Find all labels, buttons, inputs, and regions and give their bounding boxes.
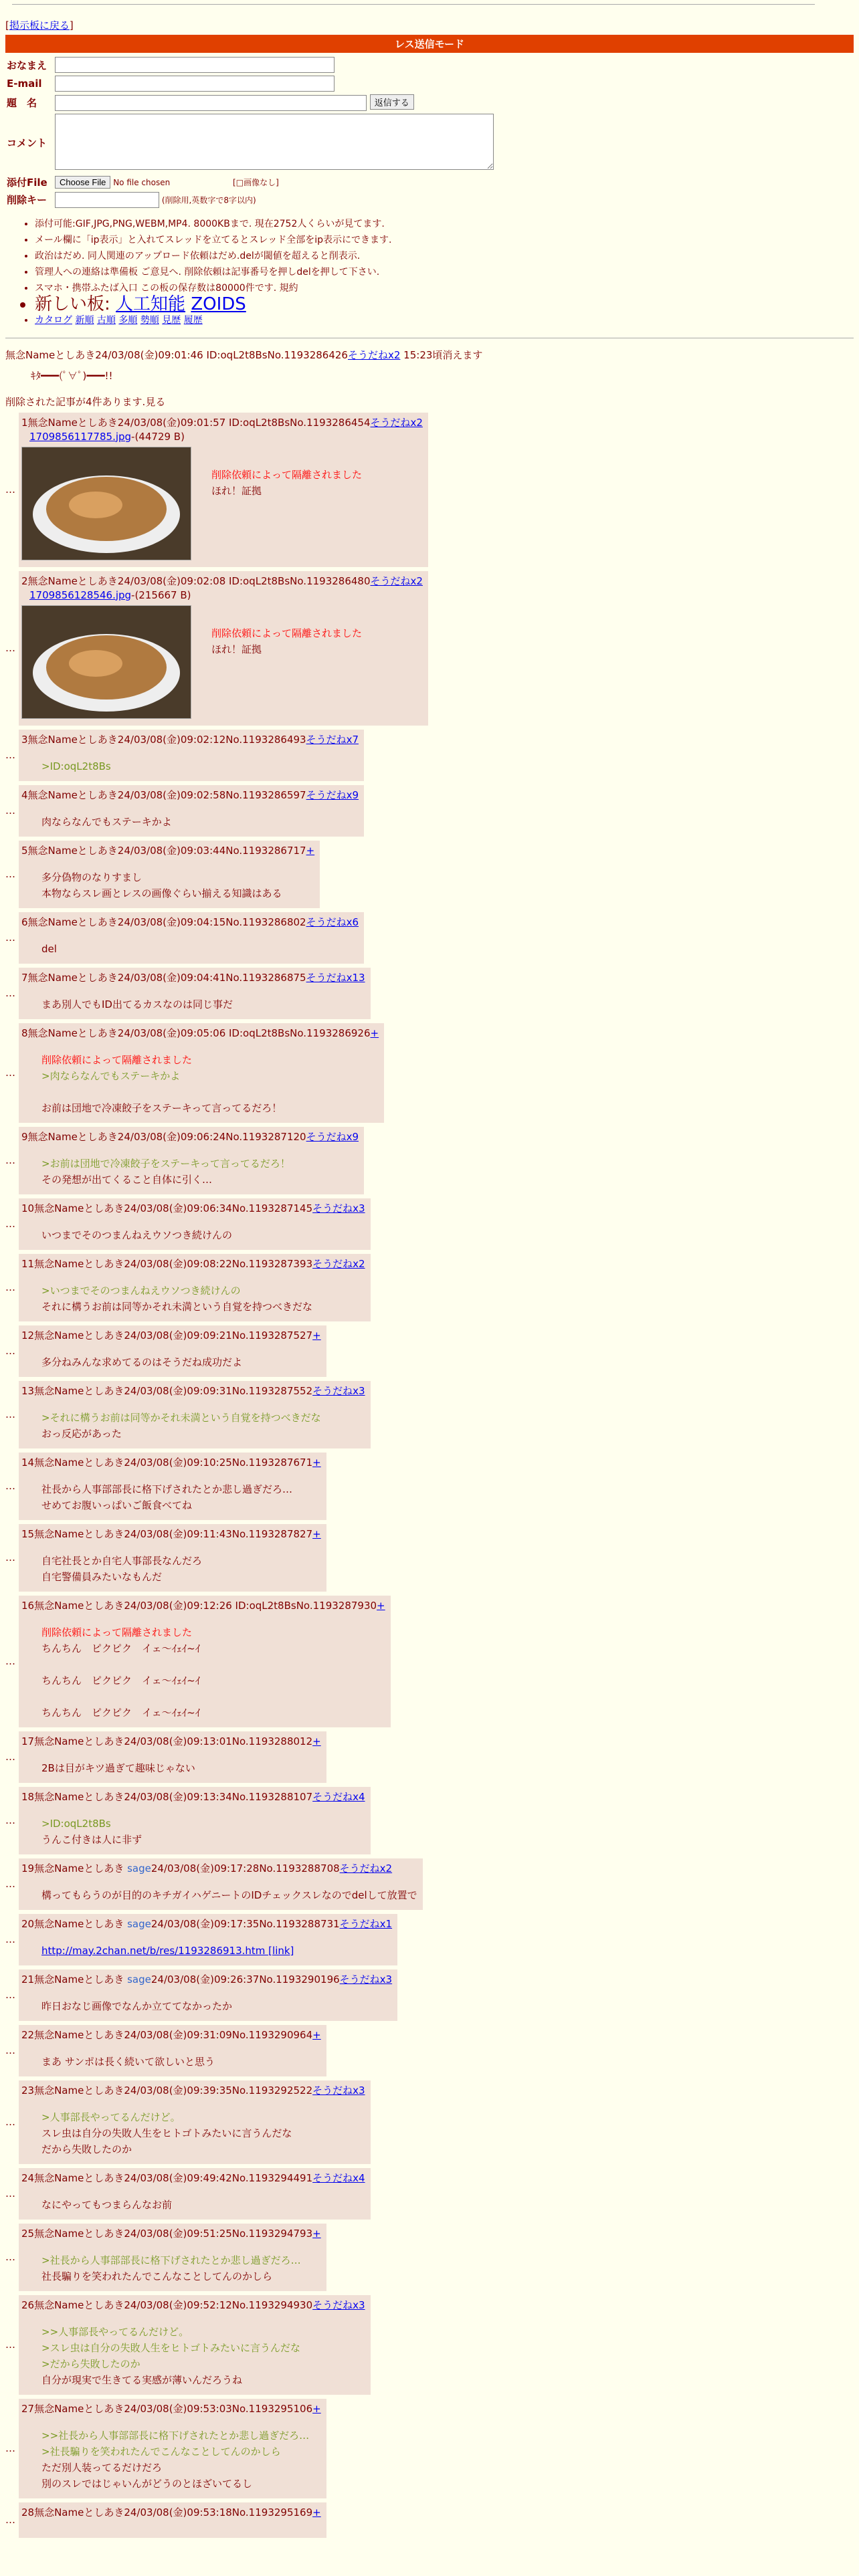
message-line: スレ虫は自分の失敗人生をヒトゴトみたいに言うんだな xyxy=(41,2127,292,2139)
sodane-link[interactable]: + xyxy=(312,1329,321,1341)
post-dots: … xyxy=(5,1933,15,1945)
sodane-link[interactable]: そうだねx4 xyxy=(312,2171,365,2184)
post-message xyxy=(41,1760,195,1776)
post xyxy=(5,413,854,567)
message-line: >それに構うお前は同等かそれ未満という自覚を持つべきだな xyxy=(41,1411,321,1424)
message-line: その発想が出てくること自体に引く… xyxy=(41,1173,213,1186)
back-link[interactable]: 掲示板に戻る xyxy=(9,19,70,31)
post-box xyxy=(19,785,364,837)
post xyxy=(5,1596,854,1727)
sodane-link[interactable]: そうだねx9 xyxy=(306,1130,359,1143)
message-line: いつまでそのつまんねえウソつき続けんの xyxy=(41,1228,233,1241)
message-line: 構ってもらうのが目的のキチガイハゲニートのIDチェックスレなのでdelして放置で xyxy=(41,1889,417,1901)
post-header: 12無念Nameとしあき24/03/08(金)09:09:21No.1193287527+ xyxy=(21,1329,321,1341)
name-input[interactable] xyxy=(55,57,335,73)
post-box xyxy=(19,1023,384,1123)
post-header: 24無念Nameとしあき24/03/08(金)09:49:42No.1193294491そうだねx4 xyxy=(21,2171,365,2184)
post-box xyxy=(19,2080,371,2164)
info-item: • メール欄に「ip表示」と入れてスレッドを立てるとスレッド全部をip表示にできます. xyxy=(35,232,854,248)
post-dots: … xyxy=(5,2442,15,2454)
post-message xyxy=(41,869,282,901)
post-message xyxy=(41,1052,282,1116)
post-thumbnail[interactable] xyxy=(21,447,191,560)
post-header: 9無念Nameとしあき24/03/08(金)09:06:24No.1193287120そうだねx9 xyxy=(21,1130,359,1143)
post-header: 14無念Nameとしあき24/03/08(金)09:10:25No.1193287671+ xyxy=(21,1456,321,1469)
post-box xyxy=(19,1524,326,1592)
message-line: >肉ならなんでもステーキかよ xyxy=(41,1069,181,1082)
post xyxy=(5,1453,854,1520)
post-dots: … xyxy=(5,1751,15,1763)
post-message xyxy=(41,1624,200,1721)
link-history[interactable]: 履歴 xyxy=(183,314,203,326)
message-line: >ID:oqL2t8Bs xyxy=(41,760,111,772)
post xyxy=(5,571,854,726)
post-header: 15無念Nameとしあき24/03/08(金)09:11:43No.1193287827+ xyxy=(21,1527,321,1540)
post-box xyxy=(19,1787,371,1854)
post-thumbnail[interactable] xyxy=(21,605,191,719)
message-line: うんこ付きは人に非ず xyxy=(41,1833,142,1846)
post-header: 13無念Nameとしあき24/03/08(金)09:09:31No.1193287552そうだねx3 xyxy=(21,1384,365,1397)
post-dots: … xyxy=(5,2116,15,2128)
sage-label: sage xyxy=(127,1973,151,1985)
sodane-link[interactable]: + xyxy=(306,844,315,857)
message-line: 自宅警備員みたいなもんだ xyxy=(41,1570,163,1583)
sodane-link[interactable]: そうだねx2 xyxy=(370,574,423,587)
file-link[interactable]: 1709856117785.jpg xyxy=(29,430,132,443)
delkey-label: 削除キー xyxy=(7,194,47,206)
message-line: 削除依頼によって隔離されました xyxy=(41,1626,193,1638)
post-header: 3無念Nameとしあき24/03/08(金)09:02:12No.1193286493そうだねx7 xyxy=(21,733,359,746)
post-dots: … xyxy=(5,484,15,496)
post-dots: … xyxy=(5,2044,15,2056)
message-line: >>社長から人事部部長に格下げされたとか悲し過ぎだろ… xyxy=(41,2429,310,2442)
choose-file-button[interactable]: Choose File xyxy=(55,176,110,189)
post-message xyxy=(41,1998,232,2014)
post xyxy=(5,2080,854,2164)
message-line: ほれ！証拠 xyxy=(211,484,262,497)
message-line xyxy=(41,1084,282,1100)
post-dots: … xyxy=(5,1345,15,1357)
post-header: 19無念Nameとしあき sage24/03/08(金)09:17:28No.1193288708そうだねx2 xyxy=(21,1862,393,1874)
message-line: 削除依頼によって隔離されました xyxy=(211,468,363,481)
message-line: ちんちん ピクピク イェ〜ｲｪｲ~ｲ xyxy=(41,1706,201,1719)
post xyxy=(5,1731,854,1783)
post-dots: … xyxy=(5,2514,15,2526)
post xyxy=(5,1127,854,1194)
post-dots: … xyxy=(5,1218,15,1230)
post-message xyxy=(41,1227,232,1243)
post-box xyxy=(19,2295,371,2395)
post-header: 23無念Nameとしあき24/03/08(金)09:39:35No.1193292522そうだねx3 xyxy=(21,2084,365,2097)
message-line xyxy=(41,1656,200,1673)
info-item: • 管理人への連絡は準備板 ご意見へ. 削除依頼は記事番号を押しdelを押して下さい. xyxy=(35,264,854,280)
info-item: • スマホ・携帯ふたば入口 この板の保存数は80000件です. 規約 xyxy=(35,280,854,296)
post-box xyxy=(19,2224,326,2291)
post-header: 5無念Nameとしあき24/03/08(金)09:03:44No.1193286717+ xyxy=(21,844,315,857)
message-line: それに構うお前は同等かそれ未満という自覚を持つべきだな xyxy=(41,1300,313,1313)
sodane-link[interactable]: そうだねx1 xyxy=(339,1917,393,1930)
message-line: 本物ならスレ画とレスの画像ぐらい揃える知識はある xyxy=(41,887,282,899)
post-dots: … xyxy=(5,1814,15,1826)
sodane-link[interactable]: + xyxy=(312,1527,321,1540)
post-message xyxy=(41,814,172,830)
post-box xyxy=(19,1254,371,1321)
link-viewed[interactable]: 見歴 xyxy=(162,314,181,326)
message-line: なにやってもつまらんなお前 xyxy=(41,2198,173,2211)
post-message xyxy=(41,996,233,1012)
post-header: 2無念Nameとしあき24/03/08(金)09:02:08 ID:oqL2t8BsNo.1193286480そうだねx2 xyxy=(21,574,423,587)
post-box xyxy=(19,1914,397,1965)
file-info: 1709856117785.jpg-(44729 B) xyxy=(29,430,185,443)
sodane-link[interactable]: そうだねx6 xyxy=(306,916,359,928)
post-dots: … xyxy=(5,1989,15,2001)
post-header: 17無念Nameとしあき24/03/08(金)09:13:01No.1193288012+ xyxy=(21,1735,321,1747)
message-line: >ID:oqL2t8Bs xyxy=(41,1817,111,1830)
message-line: 自分が現実で生きてる実感が薄いんだろうね xyxy=(41,2373,243,2386)
post-message xyxy=(41,2197,172,2213)
post-box xyxy=(19,2399,326,2498)
post xyxy=(5,2502,854,2538)
link-old[interactable]: 古順 xyxy=(96,314,116,326)
sodane-link[interactable]: そうだねx3 xyxy=(312,1202,365,1214)
op-body: ｷﾀ━━━(ﾟ∀ﾟ)━━━!! xyxy=(31,369,113,382)
sodane-link[interactable]: そうだねx2 xyxy=(339,1862,393,1874)
post-message xyxy=(41,1481,292,1513)
board-link-zoids[interactable]: ZOIDS xyxy=(191,294,246,314)
message-line: お前は団地で冷凍餃子をステーキって言ってるだろ！ xyxy=(41,1101,282,1114)
post xyxy=(5,2224,854,2291)
post-message xyxy=(41,1354,242,1370)
post-message xyxy=(41,941,57,957)
post xyxy=(5,912,854,964)
post xyxy=(5,1198,854,1250)
sodane-link[interactable]: そうだねx3 xyxy=(312,2298,365,2311)
message-line: 別のスレではじゃいんがどうのとほざいてるし xyxy=(41,2477,253,2490)
post-message xyxy=(41,1156,290,1188)
post-dots: … xyxy=(5,1655,15,1667)
post xyxy=(5,730,854,781)
post-box xyxy=(19,1596,391,1727)
post-message xyxy=(41,2252,301,2284)
board-link-ai[interactable]: 人工知能 xyxy=(116,294,186,314)
sodane-link[interactable]: そうだねx4 xyxy=(312,1790,365,1803)
post-box xyxy=(19,1127,364,1194)
post-header: 7無念Nameとしあき24/03/08(金)09:04:41No.1193286875そうだねx13 xyxy=(21,971,365,984)
post-box xyxy=(19,1325,326,1377)
post-box xyxy=(19,1858,423,1910)
message-line: ほれ！証拠 xyxy=(211,643,262,655)
post-dots: … xyxy=(5,1480,15,1492)
post-header: 11無念Nameとしあき24/03/08(金)09:08:22No.1193287393そうだねx2 xyxy=(21,1257,365,1270)
message-line: >いつまでそのつまんねえウソつき続けんの xyxy=(41,1284,241,1297)
message-line: >だから失敗したのか xyxy=(41,2357,140,2370)
post-dots: … xyxy=(5,2187,15,2199)
post-message xyxy=(41,2109,292,2157)
post xyxy=(5,968,854,1019)
message-line: まあ別人でもID出てるカスなのは同じ事だ xyxy=(41,998,233,1010)
post-box xyxy=(19,2168,371,2220)
post-message xyxy=(41,1283,312,1315)
post-box xyxy=(19,1198,371,1250)
sodane-link[interactable]: + xyxy=(312,2227,321,2240)
post-dots: … xyxy=(5,2251,15,2263)
link-new[interactable]: 新順 xyxy=(75,314,94,326)
email-label: E-mail xyxy=(7,78,42,90)
comment-textarea[interactable] xyxy=(55,114,494,170)
post-header: 10無念Nameとしあき24/03/08(金)09:06:34No.1193287145そうだねx3 xyxy=(21,1202,365,1214)
post-dots: … xyxy=(5,1878,15,1890)
sodane-link[interactable]: そうだねx2 xyxy=(370,416,423,429)
sodane-link[interactable]: + xyxy=(370,1027,379,1039)
post-dots: … xyxy=(5,868,15,880)
new-board: • 新しい板: 人工知能 ZOIDS xyxy=(35,296,854,312)
message-line: せめてお腹いっぱいご飯食べてね xyxy=(41,1499,193,1511)
message-line: 2Bは目がキツ過ぎて趣味じゃない xyxy=(41,1761,195,1774)
post xyxy=(5,1325,854,1377)
info-item: • 政治はだめ. 同人関連のアップロード依頼はだめ.delが閾値を超えると削表示. xyxy=(35,248,854,264)
sage-label: sage xyxy=(127,1917,151,1930)
sodane-link[interactable]: そうだねx3 xyxy=(312,1384,365,1397)
post-box xyxy=(19,2025,326,2076)
comment-label: コメント xyxy=(7,137,47,149)
sodane-link[interactable]: + xyxy=(312,2028,321,2041)
sodane-link[interactable]: そうだねx2 xyxy=(312,1257,365,1270)
post xyxy=(5,1969,854,2021)
reply-form xyxy=(5,56,495,209)
sodane-link[interactable]: + xyxy=(312,2506,321,2518)
post-box xyxy=(19,968,371,1019)
sodane-link[interactable]: + xyxy=(312,2402,321,2415)
post-header: 20無念Nameとしあき sage24/03/08(金)09:17:35No.1193288731そうだねx1 xyxy=(21,1917,393,1930)
deleted-note[interactable]: 削除された記事が4件あります.見る xyxy=(5,395,166,408)
post-box xyxy=(19,413,428,567)
subject-input[interactable] xyxy=(55,95,367,111)
message-line: >人事部長やってるんだけど。 xyxy=(41,2111,181,2123)
post xyxy=(5,2399,854,2498)
sodane-link[interactable]: + xyxy=(312,1735,321,1747)
post-header: 27無念Nameとしあき24/03/08(金)09:53:03No.1193295106+ xyxy=(21,2402,321,2415)
post-box xyxy=(19,1453,326,1520)
no-file-text: No file chosen xyxy=(113,177,171,187)
post xyxy=(5,1914,854,1965)
post-box xyxy=(19,730,364,781)
message-line: del xyxy=(41,942,57,955)
link-catalog[interactable]: カタログ xyxy=(35,314,72,326)
message-line: 多分ねみんな求めてるのはそうだね成功だよ xyxy=(41,1356,243,1368)
post-dots: … xyxy=(5,987,15,999)
info-list xyxy=(5,216,854,328)
message-line: おっ反応があった xyxy=(41,1427,122,1440)
post xyxy=(5,2025,854,2076)
post xyxy=(5,841,854,908)
post xyxy=(5,1023,854,1123)
sage-label: sage xyxy=(127,1862,151,1874)
sodane-link[interactable]: そうだねx13 xyxy=(306,971,365,984)
post-list xyxy=(5,413,854,2538)
top-rule xyxy=(12,4,815,5)
mode-banner: レス送信モード xyxy=(5,35,854,53)
post-header: 25無念Nameとしあき24/03/08(金)09:51:25No.1193294793+ xyxy=(21,2227,321,2240)
message-line: 社長から人事部部長に格下げされたとか悲し過ぎだろ… xyxy=(41,1483,293,1495)
post-header: 26無念Nameとしあき24/03/08(金)09:52:12No.1193294930そうだねx3 xyxy=(21,2298,365,2311)
post-header: 18無念Nameとしあき24/03/08(金)09:13:34No.1193288107そうだねx4 xyxy=(21,1790,365,1803)
message-line: 多分偽物のなりすまし xyxy=(41,871,142,883)
message-line: 社長騙りを笑われたんでこんなことしてんのかしら xyxy=(41,2270,273,2282)
link-momentum[interactable]: 勢順 xyxy=(140,314,159,326)
post-header: 8無念Nameとしあき24/03/08(金)09:05:06 ID:oqL2t8BsNo.1193286926+ xyxy=(21,1027,379,1039)
post-message xyxy=(211,467,362,560)
message-line: ちんちん ピクピク イェ〜ｲｪｲ~ｲ xyxy=(41,1674,201,1687)
post xyxy=(5,1787,854,1854)
post-dots: … xyxy=(5,1067,15,1079)
post-box xyxy=(19,571,428,726)
post-message xyxy=(41,1816,142,1848)
message-line: >社長から人事部部長に格下げされたとか悲し過ぎだろ… xyxy=(41,2254,301,2266)
message-line: 昨日おなじ画像でなんか立ててなかったか xyxy=(41,2000,233,2012)
message-line: >社長騙りを笑われたんでこんなことしてんのかしら xyxy=(41,2445,281,2458)
post-box xyxy=(19,841,320,908)
post xyxy=(5,1858,854,1910)
post-message xyxy=(41,2428,309,2492)
submit-button[interactable]: 返信する xyxy=(370,94,414,110)
link-many[interactable]: 多順 xyxy=(118,314,138,326)
back-link-wrap: [掲示板に戻る] xyxy=(5,19,74,31)
name-label: おなまえ xyxy=(7,59,47,72)
post xyxy=(5,2168,854,2220)
delkey-note: (削除用,英数字で8字以内) xyxy=(161,195,256,205)
message-line: まあ サンポは長く続いて欲しいと思う xyxy=(41,2055,215,2068)
post-dots: … xyxy=(5,932,15,944)
post-header: 1無念Nameとしあき24/03/08(金)09:01:57 ID:oqL2t8BsNo.1193286454そうだねx2 xyxy=(21,416,423,429)
post-box xyxy=(19,1381,371,1448)
message-line: >>人事部長やってるんだけど。 xyxy=(41,2325,189,2338)
message-line: 肉ならなんでもステーキかよ xyxy=(41,815,172,828)
nav-links xyxy=(35,312,854,328)
post-dots: … xyxy=(5,642,15,654)
post-dots: … xyxy=(5,1408,15,1420)
file-link[interactable]: 1709856128546.jpg xyxy=(29,588,132,601)
message-line: >お前は団地で冷凍餃子をステーキって言ってるだろ！ xyxy=(41,1157,290,1170)
sodane-link[interactable]: そうだねx9 xyxy=(306,788,359,801)
email-input[interactable] xyxy=(55,76,335,92)
message-line: だから失敗したのか xyxy=(41,2143,132,2155)
post-message xyxy=(41,1887,417,1903)
message-line: 自宅社長とか自宅人事部長なんだろ xyxy=(41,1554,203,1567)
post xyxy=(5,1254,854,1321)
file-info: 1709856128546.jpg-(215667 B) xyxy=(29,588,191,601)
post-dots: … xyxy=(5,1281,15,1293)
post-dots: … xyxy=(5,1551,15,1564)
post-box xyxy=(19,1731,326,1783)
sodane-link[interactable]: + xyxy=(312,1456,321,1469)
post-header: 4無念Nameとしあき24/03/08(金)09:02:58No.1193286597そうだねx9 xyxy=(21,788,359,801)
post-box xyxy=(19,912,364,964)
post-box xyxy=(19,2502,326,2538)
sodane-link[interactable]: そうだねx7 xyxy=(306,733,359,746)
sodane-link[interactable]: そうだねx3 xyxy=(339,1973,393,1985)
post-box xyxy=(19,1969,397,2021)
delkey-input[interactable] xyxy=(55,192,159,208)
post-header: 22無念Nameとしあき24/03/08(金)09:31:09No.1193290964+ xyxy=(21,2028,321,2041)
post-header: 28無念Nameとしあき24/03/08(金)09:53:18No.1193295169+ xyxy=(21,2506,321,2518)
post-message xyxy=(41,2054,215,2070)
post-header: 21無念Nameとしあき sage24/03/08(金)09:26:37No.1193290196そうだねx3 xyxy=(21,1973,393,1985)
post xyxy=(5,785,854,837)
file-label: 添付File xyxy=(7,176,47,189)
post xyxy=(5,2295,854,2395)
post xyxy=(5,1524,854,1592)
post-message xyxy=(41,758,111,774)
post-header: 16無念Nameとしあき24/03/08(金)09:12:26 ID:oqL2t8BsNo.1193287930+ xyxy=(21,1599,385,1612)
subject-label: 題 名 xyxy=(7,96,37,109)
image-none-checkbox[interactable]: [□画像なし] xyxy=(233,177,279,187)
message-line: ちんちん ピクピク イェ〜ｲｪｲ~ｲ xyxy=(41,1642,201,1654)
post xyxy=(5,1381,854,1448)
post-link[interactable]: http://may.2chan.net/b/res/1193286913.htm [link] xyxy=(41,1944,294,1957)
message-line xyxy=(41,1689,200,1705)
post-message xyxy=(41,2324,300,2388)
sodane-link[interactable]: そうだねx3 xyxy=(312,2084,365,2097)
info-item: • 添付可能:GIF,JPG,PNG,WEBM,MP4. 8000KBまで. 現在2752人くらいが見てます. xyxy=(35,216,854,232)
post-dots: … xyxy=(5,749,15,761)
post-header: 6無念Nameとしあき24/03/08(金)09:04:15No.1193286802そうだねx6 xyxy=(21,916,359,928)
message-line: 削除依頼によって隔離されました xyxy=(41,1053,193,1066)
post-dots: … xyxy=(5,2339,15,2351)
sodane-link[interactable]: + xyxy=(377,1599,385,1612)
post-dots: … xyxy=(5,1154,15,1166)
message-line: >スレ虫は自分の失敗人生をヒトゴトみたいに言うんだな xyxy=(41,2341,300,2354)
message-line: 削除依頼によって隔離されました xyxy=(211,627,363,639)
post-message xyxy=(41,1943,294,1959)
message-line: ただ別人装ってるだけだろ xyxy=(41,2461,163,2474)
post-message xyxy=(41,1553,202,1585)
post-dots: … xyxy=(5,804,15,817)
post-message xyxy=(41,1410,321,1442)
post-message xyxy=(211,625,362,719)
sodane-link[interactable]: そうだねx2 xyxy=(347,348,401,361)
op-header: 無念Nameとしあき24/03/08(金)09:01:46 ID:oqL2t8BsNo.1193286426そうだねx2 15:23頃消えます xyxy=(5,348,483,361)
